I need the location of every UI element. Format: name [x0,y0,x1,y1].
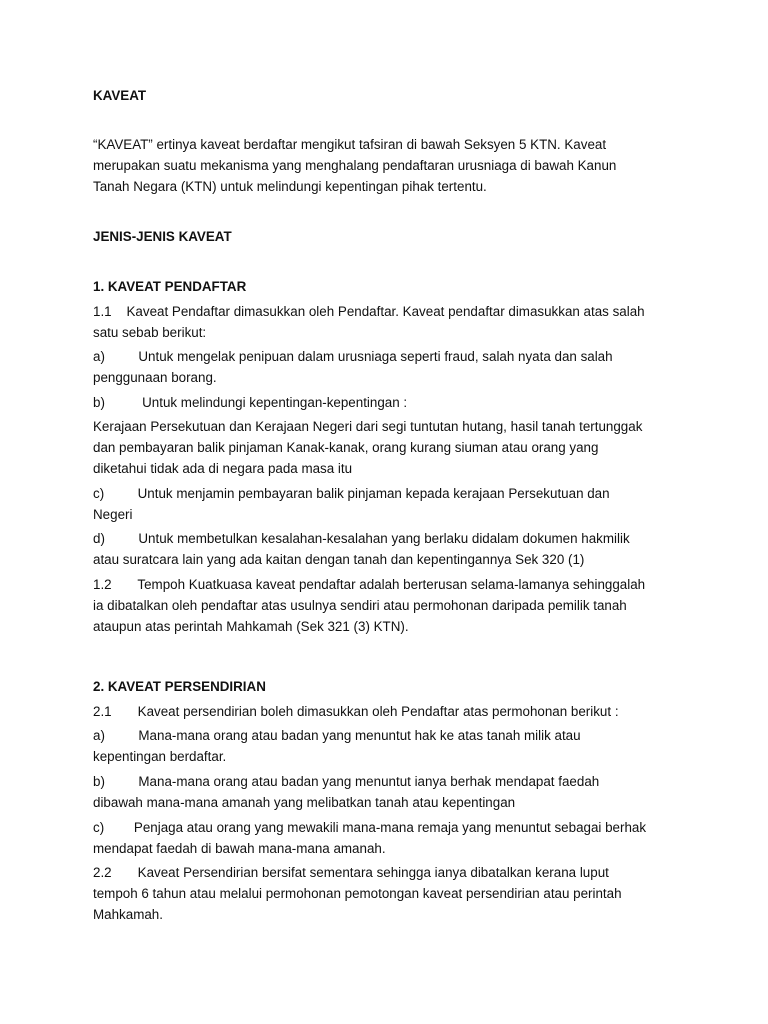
s1-a-line-2: penggunaan borang. [93,370,217,385]
section2-heading: 2. KAVEAT PERSENDIRIAN [93,679,266,694]
s1-a-line-1: a) Untuk mengelak penipuan dalam urusniaga seperti fraud, salah nyata dan salah [93,349,613,364]
intro-line-3: Tanah Negara (KTN) untuk melindungi kepentingan pihak tertentu. [93,179,487,194]
s1-d-line-2: atau suratcara lain yang ada kaitan dengan tanah dan kepentingannya Sek 320 (1) [93,552,585,567]
s1-b-detail-line-2: dan pembayaran balik pinjaman Kanak-kanak, orang kurang siuman atau orang yang [93,440,599,455]
s1-2-line-2: ia dibatalkan oleh pendaftar atas usulnya sendiri atau permohonan daripada pemilik tanah [93,598,627,613]
s2-2-line-3: Mahkamah. [93,907,163,922]
intro-line-2: merupakan suatu mekanisma yang menghalang pendaftaran urusniaga di bawah Kanun [93,158,617,173]
s1-d-line-1: d) Untuk membetulkan kesalahan-kesalahan yang berlaku didalam dokumen hakmilik [93,531,630,546]
s1-2-line-3: ataupun atas perintah Mahkamah (Sek 321 (3) KTN). [93,619,409,634]
s2-2-line-2: tempoh 6 tahun atau melalui permohonan pemotongan kaveat persendirian atau perintah [93,886,622,901]
s1-b-detail-line-1: Kerajaan Persekutuan dan Kerajaan Negeri dari segi tuntutan hutang, hasil tanah tertunggak [93,419,643,434]
s1-2-line-1: 1.2 Tempoh Kuatkuasa kaveat pendaftar adalah berterusan selama-lamanya sehinggalah [93,577,646,592]
s2-1-line: 2.1 Kaveat persendirian boleh dimasukkan oleh Pendaftar atas permohonan berikut : [93,704,619,719]
s1-1-line-2: satu sebab berikut: [93,325,207,340]
s2-c-line-1: c) Penjaga atau orang yang mewakili mana-mana remaja yang menuntut sebagai berhak [93,820,647,835]
s2-b-line-2: dibawah mana-mana amanah yang melibatkan tanah atau kepentingan [93,795,516,810]
s1-c-line-1: c) Untuk menjamin pembayaran balik pinjaman kepada kerajaan Persekutuan dan [93,486,610,501]
s1-1-line-1: 1.1 Kaveat Pendaftar dimasukkan oleh Pendaftar. Kaveat pendaftar dimasukkan atas salah [93,304,645,319]
s2-c-line-2: mendapat faedah di bawah mana-mana amanah. [93,841,386,856]
s2-2-line-1: 2.2 Kaveat Persendirian bersifat sementara sehingga ianya dibatalkan kerana luput [93,865,609,880]
s1-b-line: b) Untuk melindungi kepentingan-kepentingan : [93,395,408,410]
intro-line-1: “KAVEAT” ertinya kaveat berdaftar mengikut tafsiran di bawah Seksyen 5 KTN. Kaveat [93,137,607,152]
s2-a-line-2: kepentingan berdaftar. [93,749,227,764]
types-heading: JENIS-JENIS KAVEAT [93,229,232,244]
document-title: KAVEAT [93,88,147,103]
s1-c-line-2: Negeri [93,507,133,522]
s2-a-line-1: a) Mana-mana orang atau badan yang menuntut hak ke atas tanah milik atau [93,728,581,743]
s1-b-detail-line-3: diketahui tidak ada di negara pada masa itu [93,461,353,476]
s2-b-line-1: b) Mana-mana orang atau badan yang menuntut ianya berhak mendapat faedah [93,774,600,789]
section1-heading: 1. KAVEAT PENDAFTAR [93,279,247,294]
